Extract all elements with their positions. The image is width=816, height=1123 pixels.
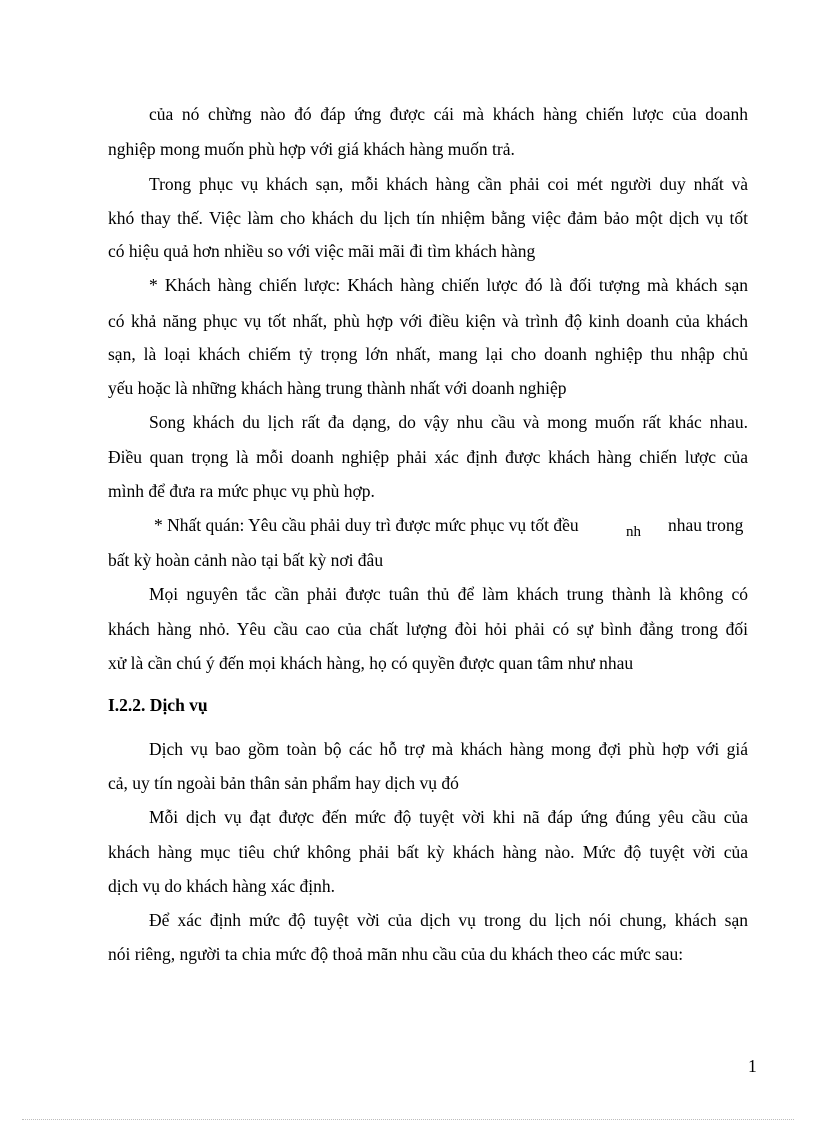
text-line: * Khách hàng chiến lược: Khách hàng chiến lược đó là đối tượng mà khách sạn	[149, 275, 748, 295]
text-line: Điều quan trọng là mỗi doanh nghiệp phải xác định được khách hàng chiến lược của	[108, 447, 748, 467]
footer-divider	[22, 1119, 794, 1120]
text-line: Trong phục vụ khách sạn, mỗi khách hàng cần phải coi mét người duy nhất và	[149, 174, 748, 194]
text-line: Mọi nguyên tắc cần phải được tuân thủ để làm khách trung thành là không có	[149, 584, 748, 604]
text-line: Để xác định mức độ tuyệt vời của dịch vụ trong du lịch nói chung, khách sạn	[149, 910, 748, 930]
text-line: nhau trong	[668, 515, 744, 535]
text-line: bất kỳ hoàn cảnh nào tại bất kỳ nơi đâu	[108, 550, 384, 570]
text-line: có hiệu quả hơn nhiều so với việc mãi mãi đi tìm khách hàng	[108, 241, 536, 261]
text-line: khách hàng nhỏ. Yêu cầu cao của chất lượng đòi hỏi phải có sự bình đẳng trong đối	[108, 619, 748, 639]
text-line: yếu hoặc là những khách hàng trung thành nhất với doanh nghiệp	[108, 378, 567, 398]
text-line: sạn, là loại khách chiếm tỷ trọng lớn nhất, mang lại cho doanh nghiệp thu nhập chủ	[108, 344, 748, 364]
page-number: 1	[748, 1056, 757, 1076]
text-line: có khả năng phục vụ tốt nhất, phù hợp với điều kiện và trình độ kinh doanh của khách	[108, 311, 748, 331]
text-line: * Nhất quán: Yêu cầu phải duy trì được mức phục vụ tốt đều	[154, 515, 579, 535]
text-fragment	[626, 514, 641, 538]
text-line: Song khách du lịch rất đa dạng, do vậy nhu cầu và mong muốn rất khác nhau.	[149, 412, 748, 432]
text-line: Mỗi dịch vụ đạt được đến mức độ tuyệt vời khi nã đáp ứng đúng yêu cầu của	[149, 807, 748, 827]
text-line: khó thay thế. Việc làm cho khách du lịch tín nhiệm bằng việc đảm bảo một dịch vụ tốt	[108, 208, 748, 228]
text-line: mình để đưa ra mức phục vụ phù hợp.	[108, 481, 375, 501]
text-line: của nó chừng nào đó đáp ứng được cái mà khách hàng chiến lược của doanh	[149, 104, 748, 124]
text-line: xử là cần chú ý đến mọi khách hàng, họ có quyền được quan tâm như nhau	[108, 653, 634, 673]
section-heading: I.2.2. Dịch vụ	[108, 695, 208, 715]
text-line: Dịch vụ bao gồm toàn bộ các hỗ trợ mà khách hàng mong đợi phù hợp với giá	[149, 739, 748, 759]
text-line: nghiệp mong muốn phù hợp với giá khách hàng muốn trả.	[108, 139, 515, 159]
text-line: khách hàng mục tiêu chứ không phải bất kỳ khách hàng nào. Mức độ tuyệt vời của	[108, 842, 748, 862]
subscript-fragment: nh	[626, 524, 641, 540]
text-line: cả, uy tín ngoài bản thân sản phẩm hay dịch vụ đó	[108, 773, 459, 793]
text-line: nói riêng, người ta chia mức độ thoả mãn nhu cầu của du khách theo các mức sau:	[108, 944, 684, 964]
text-line: dịch vụ do khách hàng xác định.	[108, 876, 335, 896]
